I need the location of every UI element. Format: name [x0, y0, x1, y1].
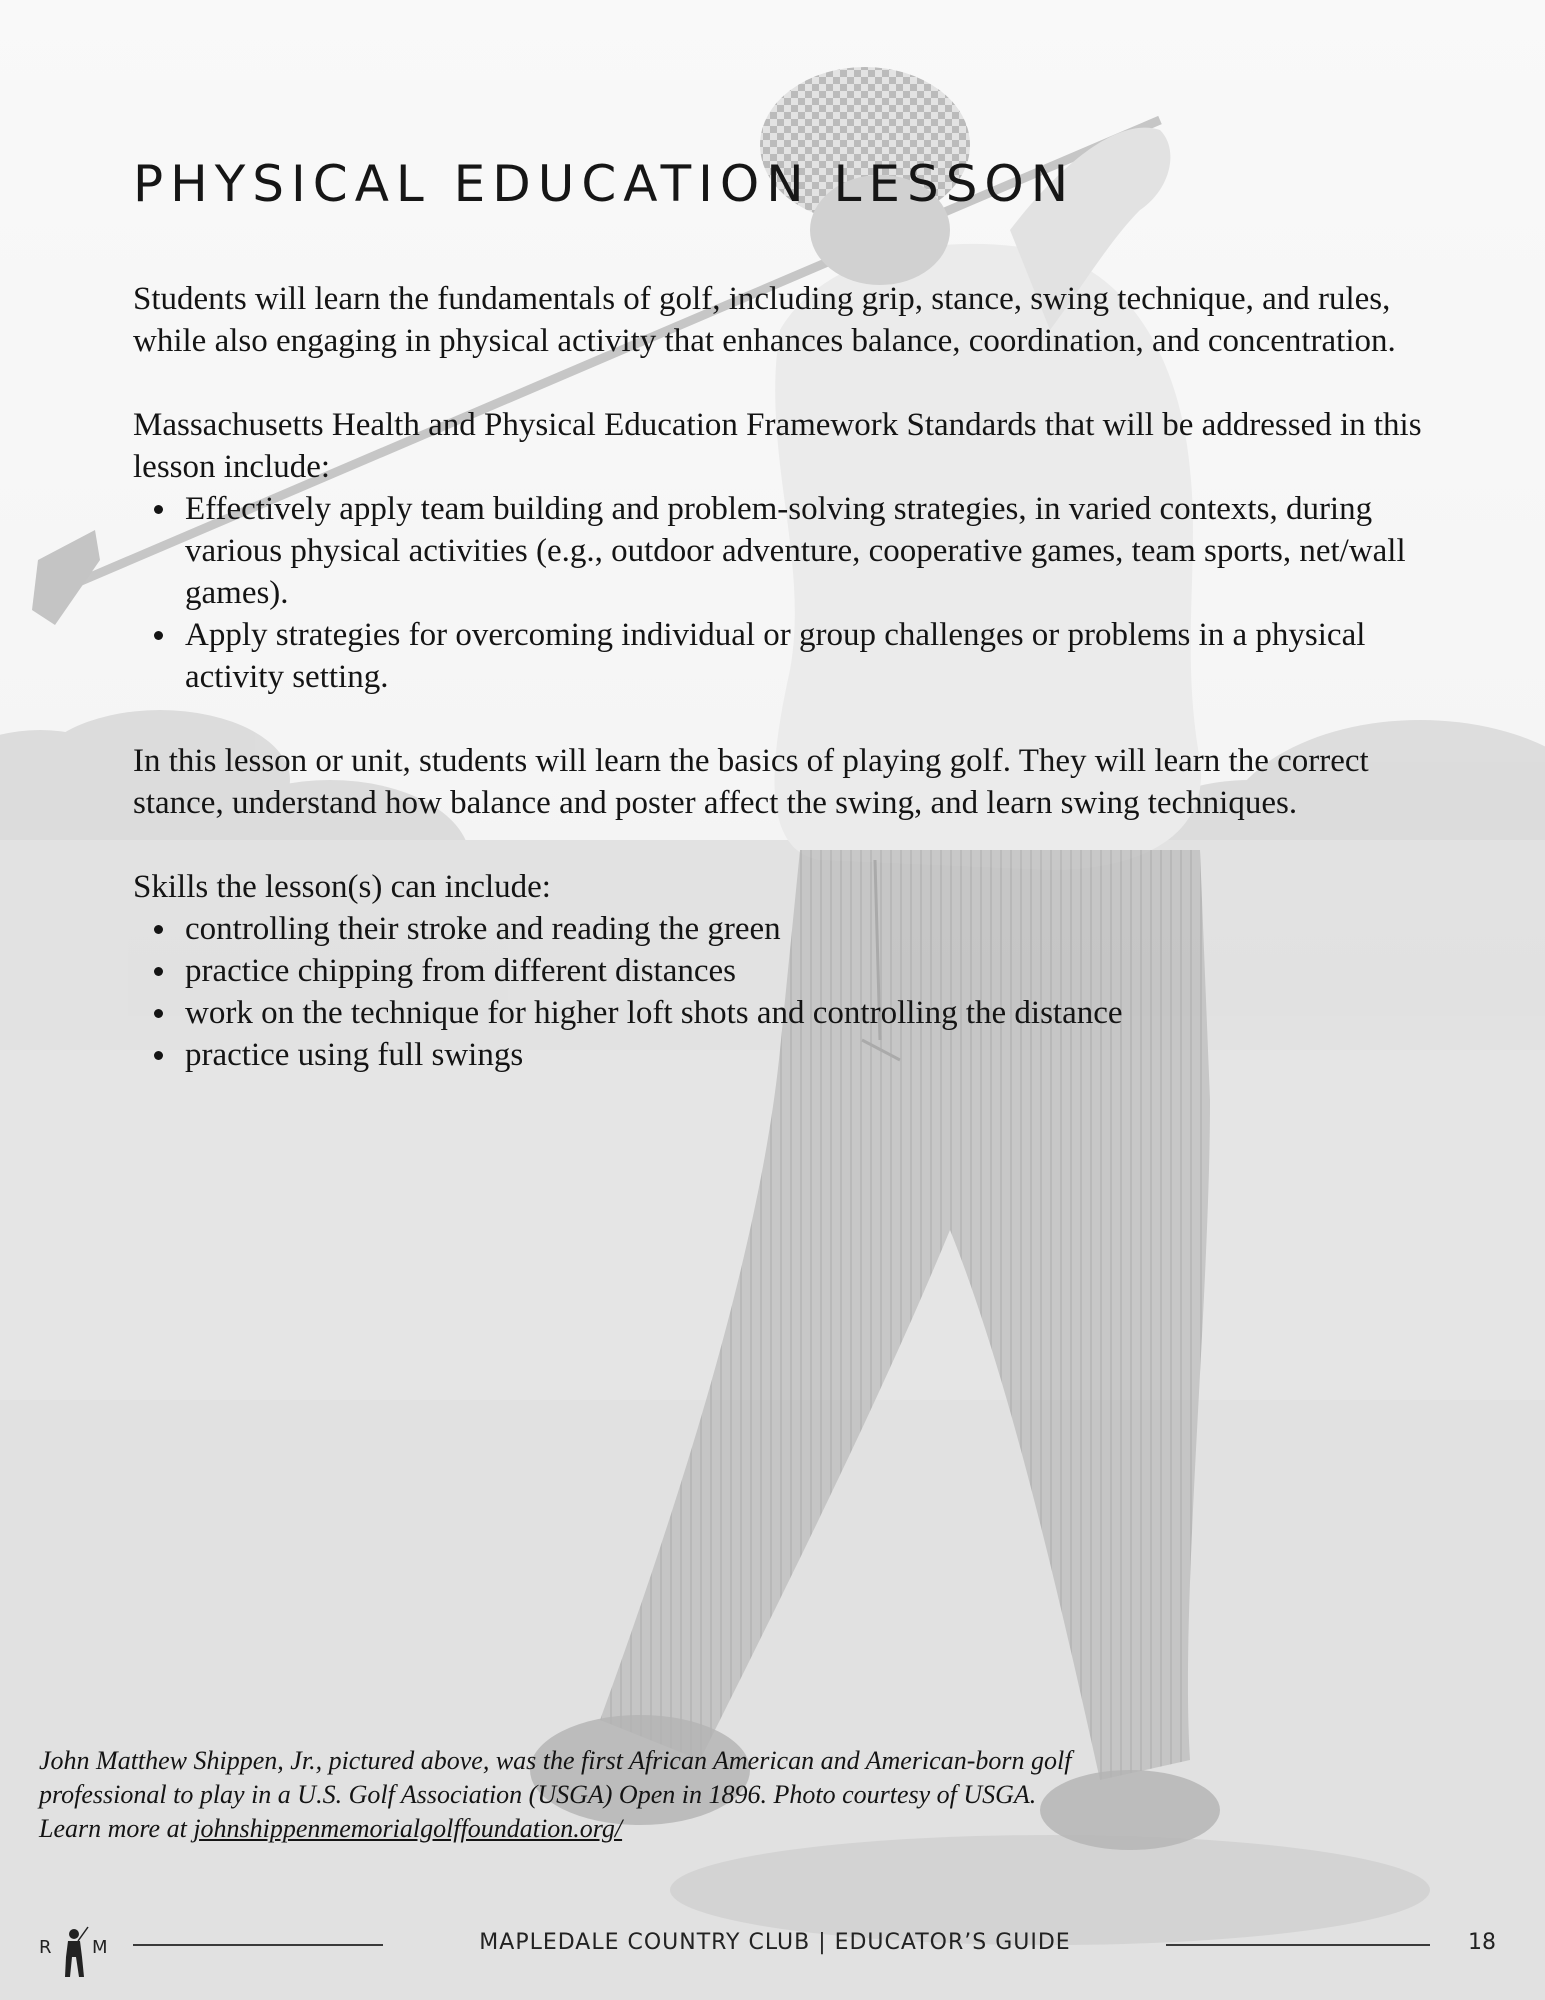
lesson-body — [133, 278, 1423, 1076]
list-item: Effectively apply team building and problem-solving strategies, in varied contexts, during various physical activities (e.g., outdoor adventure, cooperative games, team sports, net/wall games). — [185, 488, 1423, 614]
caption-link-prefix: Learn more at — [39, 1814, 194, 1843]
golfer-logo-icon — [58, 1925, 90, 1983]
footer-divider-left — [133, 1944, 383, 1946]
page-footer — [0, 1925, 1545, 1985]
skills-intro: Skills the lesson(s) can include: — [133, 869, 551, 905]
page-number: 18 — [1468, 1930, 1496, 1955]
foundation-link[interactable]: johnshippenmemorialgolffoundation.org/ — [193, 1814, 623, 1843]
standards-list — [133, 488, 1423, 698]
footer-divider-right — [1166, 1944, 1430, 1946]
logo-letter-right: M — [92, 1937, 108, 1958]
caption-line — [39, 1812, 1289, 1846]
unit-description: In this lesson or unit, students will learn the basics of playing golf. They will learn the correct stance, understand how balance and poster affect the swing, and learn swing techniques. — [133, 743, 1369, 821]
intro-paragraph: Students will learn the fundamentals of golf, including grip, stance, swing technique, and rules, while also engaging in physical activity that enhances balance, coordination, and concentration. — [133, 281, 1396, 359]
page-title: PHYSICAL EDUCATION LESSON — [133, 155, 1076, 213]
caption-line: professional to play in a U.S. Golf Association (USGA) Open in 1896. Photo courtesy of USGA. — [39, 1780, 1037, 1809]
logo-letter-left: R — [39, 1937, 52, 1958]
photo-caption — [39, 1744, 1289, 1846]
list-item: practice chipping from different distances — [185, 950, 1423, 992]
skills-list — [133, 908, 1423, 1076]
footer-title: MAPLEDALE COUNTRY CLUB | EDUCATOR’S GUIDE — [479, 1930, 1071, 1955]
list-item: Apply strategies for overcoming individual or group challenges or problems in a physical activity setting. — [185, 614, 1423, 698]
standards-intro: Massachusetts Health and Physical Education Framework Standards that will be addressed in this lesson include: — [133, 407, 1422, 485]
club-logo — [36, 1925, 114, 1983]
list-item: practice using full swings — [185, 1034, 1423, 1076]
list-item: controlling their stroke and reading the green — [185, 908, 1423, 950]
list-item: work on the technique for higher loft shots and controlling the distance — [185, 992, 1423, 1034]
caption-line: John Matthew Shippen, Jr., pictured above, was the first African American and American-born golf — [39, 1746, 1072, 1775]
